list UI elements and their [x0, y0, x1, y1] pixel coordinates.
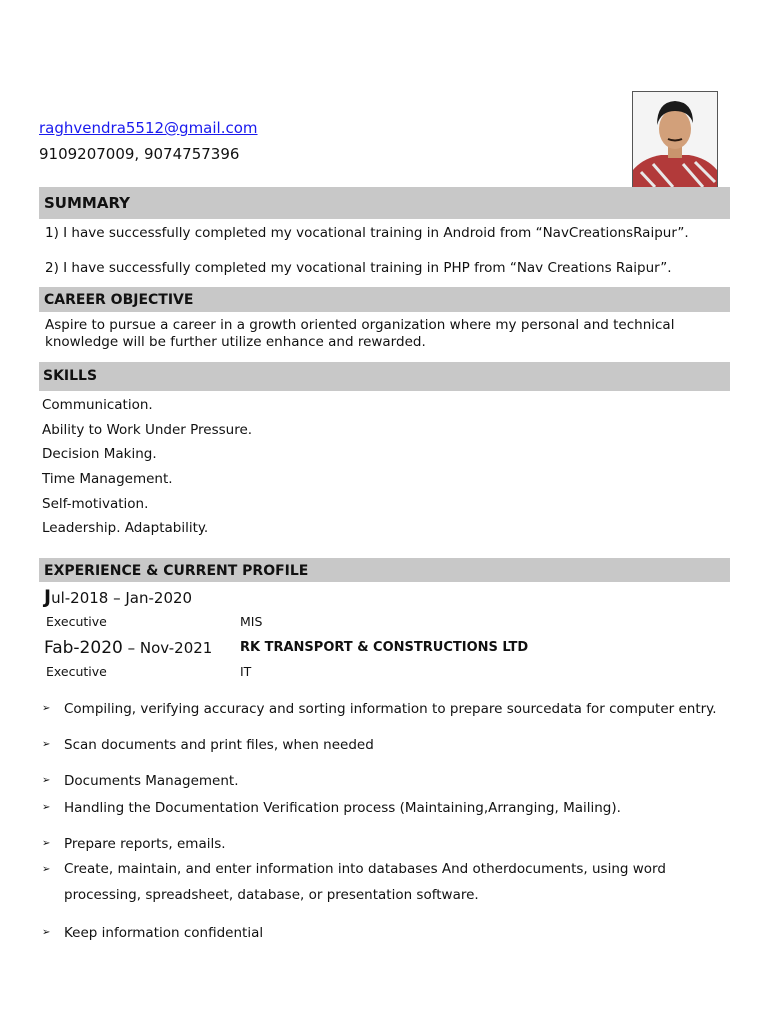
bullet-arrow-icon: ➢: [42, 703, 51, 714]
skill-item: Decision Making.: [42, 446, 157, 462]
job-date-rest: – Nov-2021: [122, 639, 213, 657]
bullet-arrow-icon: ➢: [42, 838, 51, 849]
bullet-arrow-icon: ➢: [42, 864, 51, 875]
career-objective-heading: CAREER OBJECTIVE: [39, 287, 730, 312]
duty-text: Keep information confidential: [64, 925, 264, 941]
email-link[interactable]: raghvendra5512@gmail.com: [39, 119, 258, 137]
duty-text: Scan documents and print files, when needed: [64, 737, 374, 753]
summary-heading: SUMMARY: [39, 187, 730, 219]
job-date-range: [44, 586, 192, 608]
job-date-initial: J: [44, 586, 52, 608]
experience-heading: EXPERIENCE & CURRENT PROFILE: [39, 558, 730, 582]
skill-item: Ability to Work Under Pressure.: [42, 422, 253, 438]
skills-heading: SKILLS: [39, 362, 730, 391]
career-objective-text: Aspire to pursue a career in a growth oriented organization where my personal and technical knowledge will be further utilize enhance and rewarded.: [45, 317, 675, 350]
job-role: Executive: [46, 664, 107, 679]
job-department: IT: [240, 664, 252, 679]
bullet-arrow-icon: ➢: [42, 927, 51, 938]
duty-text: Create, maintain, and enter information into databases And otherdocuments, using word processing, spreadsheet, database, or presentation software.: [64, 861, 666, 903]
bullet-arrow-icon: ➢: [42, 775, 51, 786]
summary-line: 1) I have successfully completed my vocational training in Android from “NavCreationsRaipur”.: [45, 225, 689, 241]
bullet-arrow-icon: ➢: [42, 739, 51, 750]
job-department: MIS: [240, 614, 263, 629]
profile-photo: [632, 91, 718, 188]
bullet-arrow-icon: ➢: [42, 802, 51, 813]
skill-item: Time Management.: [42, 471, 173, 487]
job-role: Executive: [46, 614, 107, 629]
job-date-initial: Fab-2020: [44, 638, 123, 658]
skill-item: Leadership. Adaptability.: [42, 520, 209, 536]
company-name: RK TRANSPORT & CONSTRUCTIONS LTD: [240, 640, 529, 655]
profile-photo-icon: [633, 92, 717, 187]
duty-text: Prepare reports, emails.: [64, 836, 226, 852]
skill-item: Communication.: [42, 397, 153, 413]
phone-numbers: 9109207009, 9074757396: [39, 145, 240, 163]
summary-line: 2) I have successfully completed my vocational training in PHP from “Nav Creations Raipur”.: [45, 260, 672, 276]
duty-text: Compiling, verifying accuracy and sorting information to prepare sourcedata for computer entry.: [64, 701, 717, 717]
duty-text: Handling the Documentation Verification process (Maintaining,Arranging, Mailing).: [64, 800, 621, 816]
duty-text: Documents Management.: [64, 773, 239, 789]
skill-item: Self-motivation.: [42, 496, 149, 512]
job-date-rest: ul-2018 – Jan-2020: [51, 589, 193, 607]
job-date-range: [44, 638, 212, 658]
